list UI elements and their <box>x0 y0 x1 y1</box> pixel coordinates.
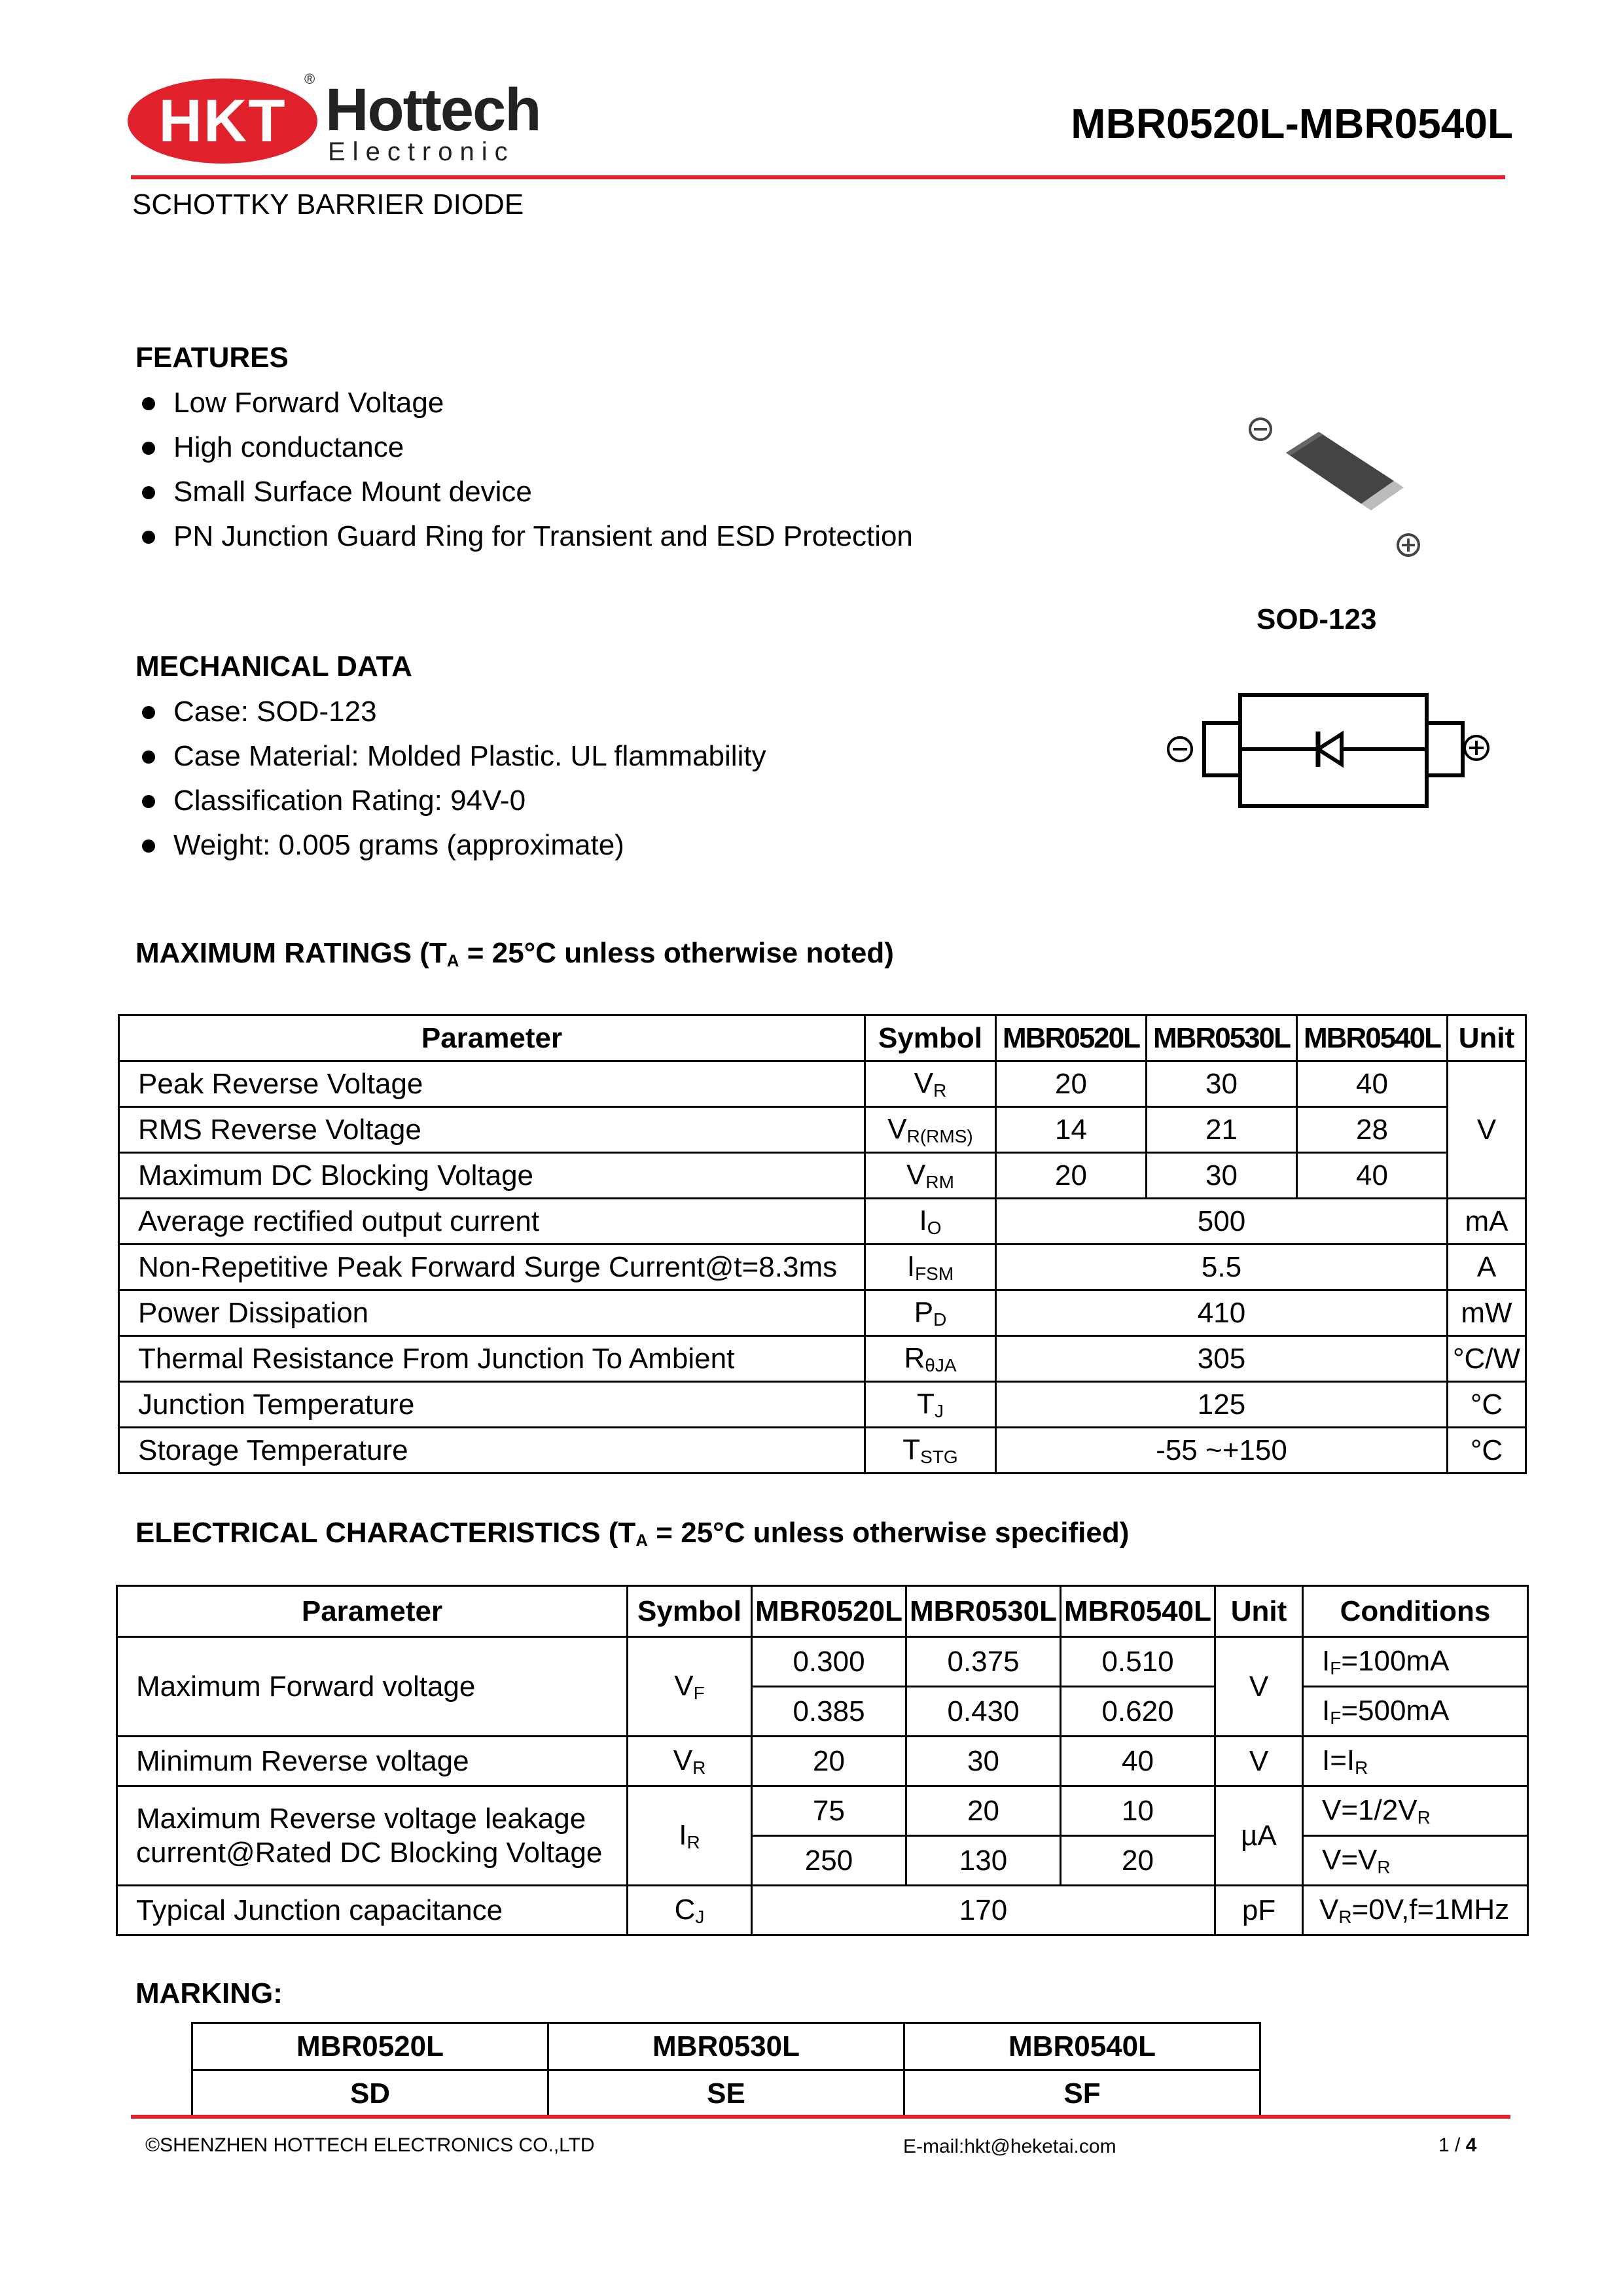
col-header: Unit <box>1215 1586 1303 1637</box>
max-ratings-table <box>118 1014 1527 1474</box>
condition-cell: $V=1/2V_R$ <box>1303 1786 1528 1836</box>
logo-registered-mark: ® <box>304 71 315 87</box>
col-header: MBR0520L <box>996 1016 1147 1061</box>
param-cell: Peak Reverse Voltage <box>119 1061 865 1107</box>
mechanical-text: Case Material: Molded Plastic. UL flammability <box>173 740 766 772</box>
param-cell: Power Dissipation <box>119 1290 865 1336</box>
bullet-icon <box>142 751 155 764</box>
footer-email: E-mail:hkt@heketai.com <box>903 2136 1116 2157</box>
list-item <box>135 823 1052 868</box>
electrical-title: ELECTRICAL CHARACTERISTICS ($T_A = 25^\circ C$ unless otherwise specified) <box>135 1517 1130 1550</box>
table-row <box>117 1637 1528 1687</box>
symbol-cell: $V_R$ <box>628 1737 752 1786</box>
value-cell: 10 <box>1061 1786 1215 1836</box>
table-row <box>117 1737 1528 1786</box>
list-item <box>135 381 1052 425</box>
value-cell: 0.300 <box>752 1637 906 1687</box>
feature-text: PN Junction Guard Ring for Transient and ESD Protection <box>173 520 913 552</box>
value-cell: 0.620 <box>1061 1687 1215 1737</box>
value-cell: 0.510 <box>1061 1637 1215 1687</box>
symbol-cell: $I_O$ <box>865 1199 996 1245</box>
value-cell: 305 <box>996 1336 1448 1382</box>
table-header-row <box>117 1586 1528 1637</box>
bullet-icon <box>142 706 155 719</box>
table-row <box>119 1382 1526 1428</box>
marking-table <box>191 2022 1261 2118</box>
list-item <box>135 734 1052 779</box>
value-cell: 40 <box>1297 1061 1448 1107</box>
list-item <box>135 779 1052 823</box>
value-cell: 20 <box>1061 1836 1215 1886</box>
col-header: MBR0520L <box>192 2023 548 2070</box>
table-row <box>119 1199 1526 1245</box>
symbol-cell: $V_{RM}$ <box>865 1153 996 1199</box>
value-cell: 14 <box>996 1107 1147 1153</box>
mechanical-text: Classification Rating: 94V-0 <box>173 785 526 817</box>
table-row <box>119 1107 1526 1153</box>
value-cell: 0.430 <box>906 1687 1061 1737</box>
col-header: Unit <box>1448 1016 1526 1061</box>
value-cell: 170 <box>752 1886 1215 1935</box>
logo-subtitle: Electronic <box>328 137 515 166</box>
mechanical-title: MECHANICAL DATA <box>135 650 412 682</box>
condition-cell: $V_R=0V,f=1MHz$ <box>1303 1886 1528 1935</box>
col-header: MBR0520L <box>752 1586 906 1637</box>
bullet-icon <box>142 839 155 853</box>
logo-brand: Hottech <box>325 77 541 143</box>
unit-cell: µA <box>1215 1786 1303 1886</box>
value-cell: 40 <box>1297 1153 1448 1199</box>
table-row <box>119 1153 1526 1199</box>
symbol-cell: $I_{FSM}$ <box>865 1245 996 1290</box>
col-header: MBR0540L <box>904 2023 1260 2070</box>
list-item <box>135 690 1052 734</box>
unit-cell: V <box>1215 1737 1303 1786</box>
col-header: Parameter <box>117 1586 628 1637</box>
value-cell: 0.375 <box>906 1637 1061 1687</box>
condition-cell: $I_F=500mA$ <box>1303 1687 1528 1737</box>
bullet-icon <box>142 442 155 455</box>
unit-cell: V <box>1215 1637 1303 1737</box>
col-header: MBR0530L <box>548 2023 904 2070</box>
value-cell: 30 <box>1147 1061 1297 1107</box>
value-cell: 125 <box>996 1382 1448 1428</box>
unit-cell: V <box>1448 1061 1526 1199</box>
col-header: MBR0530L <box>1147 1016 1297 1061</box>
value-cell: 30 <box>906 1737 1061 1786</box>
unit-cell: °C <box>1448 1382 1526 1428</box>
symbol-cell: $I_R$ <box>628 1786 752 1886</box>
param-cell: Maximum Reverse voltage leakage current@Rated DC Blocking Voltage <box>117 1786 628 1886</box>
unit-cell: °C <box>1448 1428 1526 1474</box>
col-header: MBR0540L <box>1297 1016 1448 1061</box>
param-cell: Non-Repetitive Peak Forward Surge Current@t=8.3ms <box>119 1245 865 1290</box>
param-cell: Minimum Reverse voltage <box>117 1737 628 1786</box>
marking-code-cell: SF <box>904 2070 1260 2117</box>
feature-text: High conductance <box>173 431 404 463</box>
value-cell: 21 <box>1147 1107 1297 1153</box>
bullet-icon <box>142 397 155 410</box>
symbol-cell: $C_J$ <box>628 1886 752 1935</box>
document-subtitle: SCHOTTKY BARRIER DIODE <box>132 188 524 221</box>
col-header: Parameter <box>119 1016 865 1061</box>
param-cell: Typical Junction capacitance <box>117 1886 628 1935</box>
value-cell: 20 <box>906 1786 1061 1836</box>
table-row <box>119 1336 1526 1382</box>
symbol-cell: $V_R$ <box>865 1061 996 1107</box>
param-cell: Storage Temperature <box>119 1428 865 1474</box>
value-cell: 500 <box>996 1199 1448 1245</box>
mechanical-list <box>135 690 1052 868</box>
bullet-icon <box>142 531 155 544</box>
page-number: 1 / 4 <box>1438 2134 1477 2156</box>
footer-divider <box>131 2115 1510 2119</box>
logo-mark: HKT <box>158 88 287 154</box>
condition-cell: $I_F=100mA$ <box>1303 1637 1528 1687</box>
table-row <box>192 2070 1260 2117</box>
marking-code-cell: SD <box>192 2070 548 2117</box>
value-cell: -55 ~+150 <box>996 1428 1448 1474</box>
value-cell: 28 <box>1297 1107 1448 1153</box>
part-number-title: MBR0520L-MBR0540L <box>1071 100 1513 147</box>
package-label: SOD-123 <box>1257 603 1377 635</box>
footer-company: ©SHENZHEN HOTTECH ELECTRONICS CO.,LTD <box>145 2134 595 2156</box>
condition-cell: $V=V_R$ <box>1303 1836 1528 1886</box>
unit-cell: mW <box>1448 1290 1526 1336</box>
symbol-cell: $V_F$ <box>628 1637 752 1737</box>
col-header: MBR0530L <box>906 1586 1061 1637</box>
bullet-icon <box>142 795 155 808</box>
condition-cell: $I=I_R$ <box>1303 1737 1528 1786</box>
electrical-table <box>116 1585 1529 1936</box>
bullet-icon <box>142 486 155 499</box>
mechanical-text: Weight: 0.005 grams (approximate) <box>173 829 624 861</box>
list-item <box>135 425 1052 470</box>
param-cell: Maximum DC Blocking Voltage <box>119 1153 865 1199</box>
col-header: Conditions <box>1303 1586 1528 1637</box>
unit-cell: °C/W <box>1448 1336 1526 1382</box>
param-cell: Thermal Resistance From Junction To Ambient <box>119 1336 865 1382</box>
value-cell: 20 <box>996 1153 1147 1199</box>
sod123-package-image <box>1237 406 1446 576</box>
mechanical-text: Case: SOD-123 <box>173 696 377 728</box>
col-header: MBR0540L <box>1061 1586 1215 1637</box>
param-cell: Junction Temperature <box>119 1382 865 1428</box>
param-cell: RMS Reverse Voltage <box>119 1107 865 1153</box>
diode-symbol <box>1318 734 1342 764</box>
symbol-cell: $T_J$ <box>865 1382 996 1428</box>
hottech-logo <box>128 71 541 169</box>
diode-outline-diagram <box>1158 687 1499 818</box>
unit-cell: mA <box>1448 1199 1526 1245</box>
value-cell: 130 <box>906 1836 1061 1886</box>
value-cell: 30 <box>1147 1153 1297 1199</box>
unit-cell: A <box>1448 1245 1526 1290</box>
table-row <box>117 1786 1528 1836</box>
value-cell: 20 <box>996 1061 1147 1107</box>
symbol-cell: $T_{STG}$ <box>865 1428 996 1474</box>
unit-cell: pF <box>1215 1886 1303 1935</box>
value-cell: 250 <box>752 1836 906 1886</box>
feature-text: Low Forward Voltage <box>173 387 444 419</box>
list-item <box>135 470 1052 514</box>
table-row <box>117 1886 1528 1935</box>
table-row <box>119 1061 1526 1107</box>
symbol-cell: $P_D$ <box>865 1290 996 1336</box>
col-header: Symbol <box>865 1016 996 1061</box>
marking-code-cell: SE <box>548 2070 904 2117</box>
features-list <box>135 381 1052 559</box>
value-cell: 75 <box>752 1786 906 1836</box>
value-cell: 40 <box>1061 1737 1215 1786</box>
value-cell: 5.5 <box>996 1245 1448 1290</box>
value-cell: 20 <box>752 1737 906 1786</box>
symbol-cell: $R_{\theta JA}$ <box>865 1336 996 1382</box>
table-row <box>119 1290 1526 1336</box>
value-cell: 410 <box>996 1290 1448 1336</box>
marking-title: MARKING: <box>135 1977 283 2009</box>
symbol-cell: $V_{R(RMS)}$ <box>865 1107 996 1153</box>
list-item <box>135 514 1052 559</box>
table-row <box>119 1245 1526 1290</box>
param-cell: Maximum Forward voltage <box>117 1637 628 1737</box>
feature-text: Small Surface Mount device <box>173 476 532 508</box>
param-cell: Average rectified output current <box>119 1199 865 1245</box>
table-header-row <box>192 2023 1260 2070</box>
features-title: FEATURES <box>135 342 289 374</box>
value-cell: 0.385 <box>752 1687 906 1737</box>
table-row <box>119 1428 1526 1474</box>
header-divider <box>131 175 1505 179</box>
col-header: Symbol <box>628 1586 752 1637</box>
max-ratings-title: MAXIMUM RATINGS ($T_A = 25^\circ C$ unless otherwise noted) <box>135 937 894 970</box>
table-header-row <box>119 1016 1526 1061</box>
